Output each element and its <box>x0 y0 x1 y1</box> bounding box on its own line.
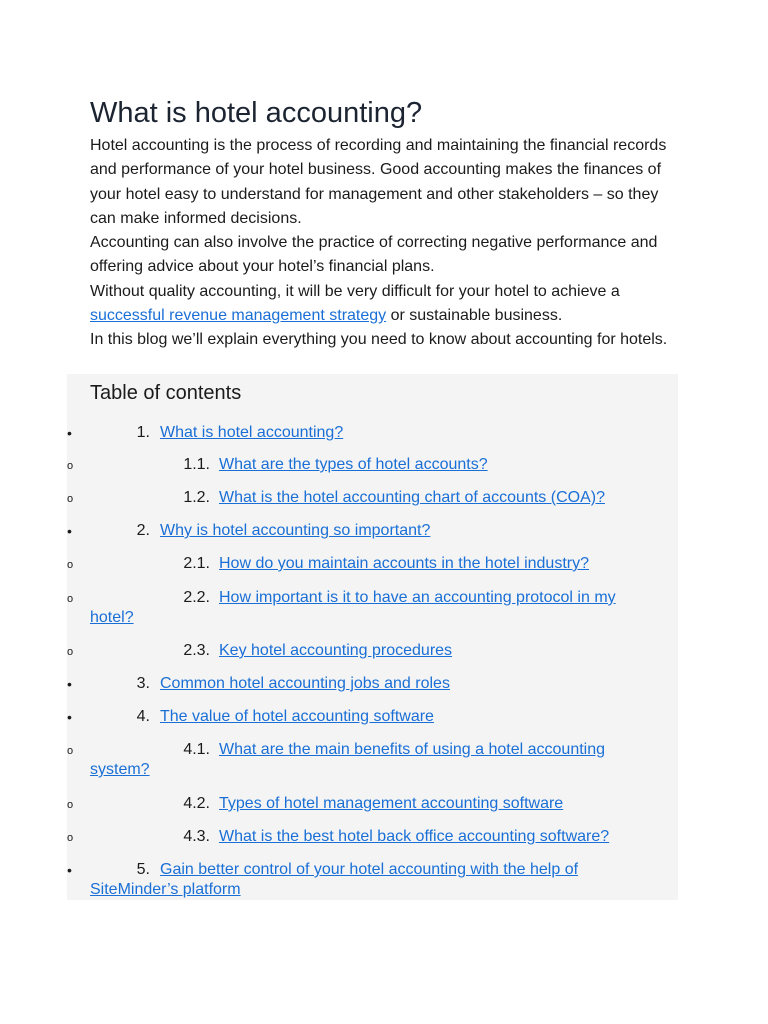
bullet-icon: • <box>67 862 72 878</box>
toc-link-siteminder-platform-continued[interactable]: SiteMinder’s platform <box>90 881 241 898</box>
toc-link-accounting-protocol-continued[interactable]: hotel? <box>90 609 134 626</box>
toc-number: 2. <box>136 522 150 539</box>
toc-number: 2.3. <box>183 642 210 659</box>
paragraph-quality-accounting <box>90 280 680 329</box>
paragraph-blog-intro: In this blog we’ll explain everything you need to know about accounting for hotels. <box>90 331 668 349</box>
toc-link-siteminder-platform[interactable]: Gain better control of your hotel accounting with the help of <box>160 861 579 878</box>
toc-link-what-is-hotel-accounting[interactable]: What is hotel accounting? <box>160 424 344 441</box>
toc-link-maintain-accounts[interactable]: How do you maintain accounts in the hotel industry? <box>219 555 589 572</box>
paragraph-definition: Hotel accounting is the process of recording and maintaining the financial records and performance of your hotel business. Good accounting makes the finances of your hotel easy to understand for management and other stakeholders – so they can make informed decisions. <box>90 137 667 227</box>
toc-number: 5. <box>136 861 150 878</box>
bullet-icon: • <box>67 709 72 725</box>
bullet-icon: • <box>67 523 72 539</box>
bullet-icon: • <box>67 676 72 692</box>
circle-bullet-icon: o <box>67 799 74 811</box>
toc-link-jobs-and-roles[interactable]: Common hotel accounting jobs and roles <box>160 675 450 692</box>
toc-link-why-important[interactable]: Why is hotel accounting so important? <box>160 522 431 539</box>
revenue-management-strategy-link[interactable]: successful revenue management strategy <box>90 307 387 325</box>
toc-number: 1.1. <box>183 456 210 473</box>
circle-bullet-icon: o <box>67 745 74 757</box>
toc-link-chart-of-accounts[interactable]: What is the hotel accounting chart of accounts (COA)? <box>219 489 605 506</box>
paragraph-text-end: or sustainable business. <box>386 307 563 325</box>
toc-link-types-of-hotel-accounts[interactable]: What are the types of hotel accounts? <box>219 456 488 473</box>
circle-bullet-icon: o <box>67 559 74 571</box>
table-of-contents <box>67 374 678 900</box>
toc-link-types-of-software[interactable]: Types of hotel management accounting software <box>219 795 564 812</box>
toc-number: 4.3. <box>183 828 210 845</box>
intro-body <box>90 134 680 353</box>
toc-number: 1.2. <box>183 489 210 506</box>
toc-link-value-of-software[interactable]: The value of hotel accounting software <box>160 708 434 725</box>
toc-number: 4. <box>136 708 150 725</box>
toc-number: 3. <box>136 675 150 692</box>
toc-link-key-procedures[interactable]: Key hotel accounting procedures <box>219 642 453 659</box>
toc-title: Table of contents <box>90 382 242 404</box>
bullet-icon: • <box>67 425 72 441</box>
circle-bullet-icon: o <box>67 460 74 472</box>
toc-item-5 <box>67 860 678 902</box>
page-title: What is hotel accounting? <box>90 97 423 129</box>
toc-link-main-benefits-continued[interactable]: system? <box>90 761 150 778</box>
toc-number: 4.2. <box>183 795 210 812</box>
circle-bullet-icon: o <box>67 832 74 844</box>
toc-number: 1. <box>136 424 150 441</box>
paragraph-correcting-performance: Accounting can also involve the practice of correcting negative performance and offering advice about your hotel’s financial plans. <box>90 234 658 276</box>
circle-bullet-icon: o <box>67 493 74 505</box>
toc-item-4-1 <box>67 740 678 782</box>
toc-number: 2.1. <box>183 555 210 572</box>
toc-link-accounting-protocol[interactable]: How important is it to have an accounting protocol in my <box>219 589 616 606</box>
toc-link-best-back-office-software[interactable]: What is the best hotel back office accounting software? <box>219 828 610 845</box>
toc-item-2-2 <box>67 588 678 630</box>
circle-bullet-icon: o <box>67 646 74 658</box>
paragraph-text-start: Without quality accounting, it will be very difficult for your hotel to achieve a <box>90 282 620 300</box>
circle-bullet-icon: o <box>67 593 74 605</box>
toc-number: 4.1. <box>183 741 210 758</box>
toc-link-main-benefits[interactable]: What are the main benefits of using a hotel accounting <box>219 741 606 758</box>
toc-number: 2.2. <box>183 589 210 606</box>
